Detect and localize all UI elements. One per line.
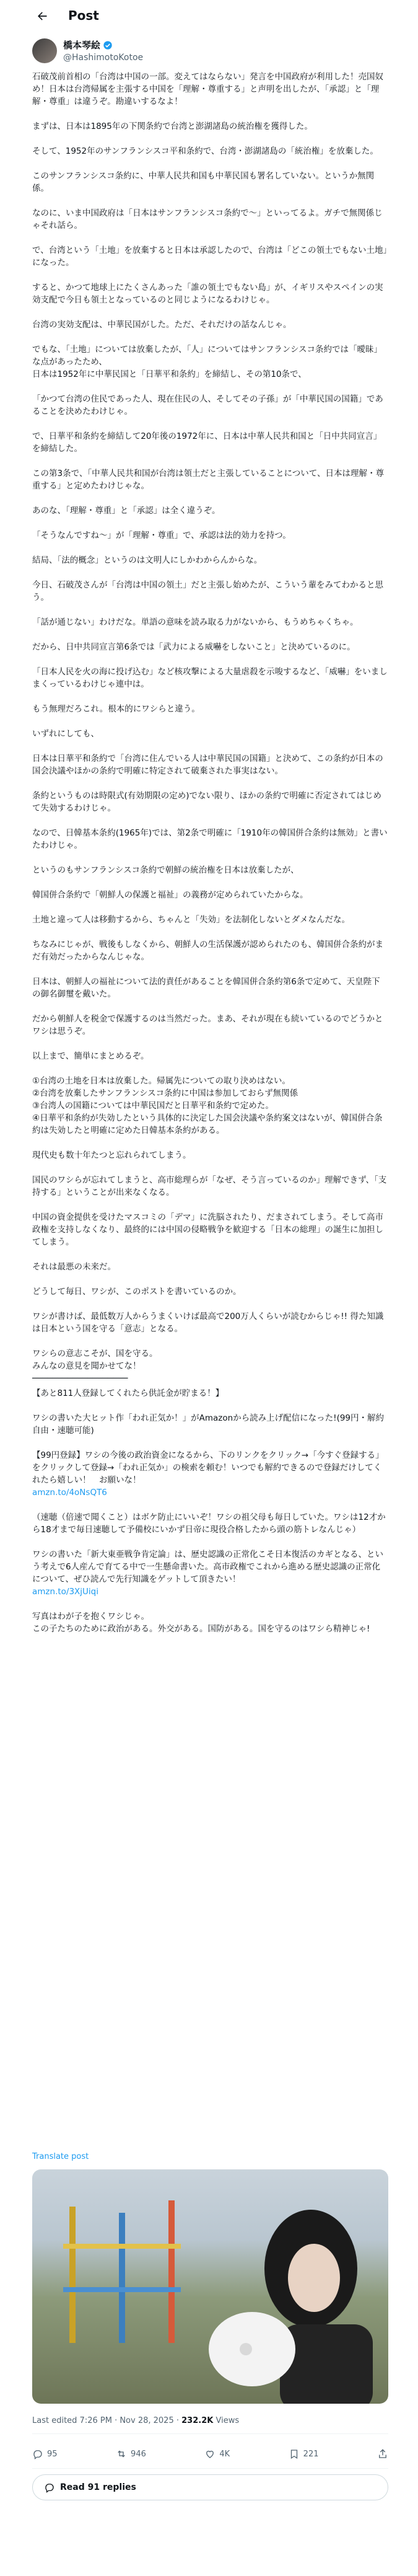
verified-badge-icon [103,40,113,50]
woman-holding-child-graphic [187,2194,388,2404]
amazon-link-2[interactable]: amzn.to/3XjUiqi [32,1587,98,1597]
post-paragraph: だから、日中共同宣言第6条では「武力による威嚇をしないこと」と決めているのに。 [32,642,355,652]
translate-post-link[interactable]: Translate post [32,2152,89,2161]
post-paragraph: というのもサンフランシスコ条約で朝鮮の統治権を日本は放棄したが、 [32,865,299,875]
post-paragraph: で、日華平和条約を締結して20年後の1972年に、日本は中華人民共和国と「日中共同宣言」を締結した。 [32,431,382,454]
reply-button[interactable] [32,2448,58,2459]
post-paragraph: 「話が通じない」わけだな。単語の意味を読み取る力がないから、もうめちゃくちゃ。 [32,617,359,627]
divider [32,2468,388,2469]
post-paragraph: ちなみにじゃが、戦後もしなくから、朝鮮人の生活保護が認められたのも、韓国併合条約がまだ有効だったからなんじゃな。 [32,940,383,962]
post-photo[interactable] [32,2169,388,2404]
post-paragraph: 石破茂前首相の「台湾は中国の一部。変えてはならない」発言を中国政府が利用した！売国奴め！日本は台湾帰属を主張する中国を「理解・尊重する」と声明を出したが、「承認」と「理解・尊重」は違うぞ。勘違いするなよ！ [32,72,383,107]
post-paragraph: なので、日韓基本条約(1965年)では、第2条で明確に「1910年の韓国併合条約は無効」と書いたわけじゃ。 [32,828,388,850]
post-paragraph: ワシの書いた「新大東亜戦争肯定論」は、歴史認識の正常化こそ日本復活のカギとなる、という考えで6人産んで育てる中で一生懸命書いた。高市政権でこれから進める歴史認識の正常化について、ぜひ読んで先行知識をゲットして頂きたい！ amzn.to/3XjUiqi [32,1550,383,1597]
post-paragraph: ワシらの意志こそが、国を守る。 みんなの意見を聞かせてな！ ─────────────────── [32,1349,158,1383]
post-paragraph: そして、1952年のサンフランシスコ平和条約で、台湾・澎湖諸島の「統治権」を放棄した。 [32,146,378,156]
post-paragraph: 土地と違って人は移動するから、ちゃんと「失効」を法制化しないとダメなんだな。 [32,915,350,925]
author-name[interactable]: 橋本琴絵 [63,40,101,51]
heart-icon [204,2448,216,2459]
share-icon [377,2448,388,2459]
post-paragraph: 中国の資金提供を受けたマスコミの「デマ」に洗脳されたり、だまされてしまう。そして高市政権を支持しなくなり、最終的には中国の侵略戦争を歓迎する「日本の総理」の誕生に加担してしまう。 [32,1212,383,1247]
post-paragraph: ワシが書けば、最低数万人からうまくいけば最高で200万人くらいが読むからじゃ!! 得た知識は日本という国を守る「意志」となる。 [32,1312,384,1334]
post-paragraph: 台湾の実効支配は、中華民国がした。ただ、それだけの話なんじゃ。 [32,320,292,330]
post-paragraph: もう無理だろこれ。根本的にワシらと違う。 [32,704,200,714]
divider [32,2433,388,2434]
repost-button[interactable] [116,2448,146,2459]
post-body [32,71,388,1635]
post-paragraph: だから朝鮮人を税金で保護するのは当然だった。まあ、それが現在も続いているのでどうかとワシは思うぞ。 [32,1014,383,1036]
post-paragraph: 【あと811人登録してくれたら供託金が貯まる！】 [32,1388,224,1398]
post-paragraph: 結局、「法的概念」というのは文明人にしかわからんからな。 [32,555,263,565]
like-button[interactable] [204,2448,230,2459]
post-paragraph: なのに、いま中国政府は「日本はサンフランシスコ条約で〜」といってるよ。ガチで無関係じゃそれ話ら。 [32,208,383,231]
action-bar [32,2440,388,2468]
post-paragraph: あのな、「理解・尊重」と「承認」は全く違うぞ。 [32,506,220,516]
views-label: Views [216,2416,240,2425]
post-paragraph: すると、かつて地球上にたくさんあった「誰の領土でもない島」が、イギリスやスペインの実効支配で今日も領土となっているのと同じようになるわけじゃ。 [32,283,383,305]
reply-icon [32,2448,43,2459]
post-paragraph: まずは、日本は1895年の下関条約で台湾と澎湖諸島の統治権を獲得した。 [32,121,313,131]
post-paragraph: 条約というものは時限式(有効期限の定め)でない限り、ほかの条約で明確に否定されてはじめて失効するわけじゃ。 [32,791,382,813]
post-paragraph: 「そうなんですね〜」が「理解・尊重」で、承認は法的効力を持つ。 [32,531,291,540]
post-paragraph: ワシの書いた大ヒット作「われ正気か！」がAmazonから読み上げ配信になった!(99円・解約自由・速聴可能) [32,1413,385,1436]
edited-timestamp[interactable]: Last edited 7:26 PM · Nov 28, 2025 [32,2416,174,2425]
repost-icon [116,2448,127,2459]
post-paragraph: この第3条で、「中華人民共和国が台湾は領土だと主張していることについて、日本は理解・尊重する」と定めたわけじゃな。 [32,469,385,491]
post-paragraph: 【99円登録】ワシの今後の政治資金になるから、下のリンクをクリック→「今すぐ登録する」をクリックして登録→「われ正気か」の検索を頼む！いつでも解約できるので登録だけしてくれたら嬉しい！ お願いな！ amzn.to/4oNsQT6 [32,1450,384,1498]
reply-icon [44,2482,55,2493]
author-block [32,38,143,63]
post-meta: Last edited 7:26 PM · Nov 28, 2025 · 232.2K Views [32,2416,240,2425]
top-bar [0,0,418,33]
read-replies-label: Read 91 replies [60,2482,136,2492]
post-paragraph: 日本は日華平和条約で「台湾に住んでいる人は中華民国の国籍」と決めて、この条約が日本の国会決議やほかの条約で明確に特定されて破棄された事実はない。 [32,754,383,776]
post-paragraph: 韓国併合条約で「朝鮮人の保護と福祉」の義務が定められていたからな。 [32,890,308,900]
page-title: Post [68,8,99,23]
repost-count: 946 [131,2449,146,2459]
post-paragraph: でもな、「土地」については放棄したが、「人」についてはサンフランシスコ条約では「曖昧」な点があったため、 日本は1952年に中華民国と「日華平和条約」を締結し、その第10条で、 [32,345,383,379]
author-handle[interactable]: @HashimotoKotoe [63,53,144,63]
post-paragraph: 以上まで、簡単にまとめるぞ。 [32,1051,149,1061]
post-paragraph: で、台湾という「土地」を放棄すると日本は承認したので、台湾は「どこの領土でもない土地」になった。 [32,245,388,268]
share-button[interactable] [377,2448,388,2459]
post-paragraph: （速聴（倍速で聞くこと）はボケ防止にいいぞ！ワシの祖父母も毎日していた。ワシは12才から18才まで毎日速聴して予備校にいかず日帝に現役合格したから頭の筋トレなんじゃ） [32,1512,386,1535]
views-count: 232.2K [181,2416,214,2425]
bookmark-icon [289,2448,300,2459]
post-paragraph: 日本は、朝鮮人の福祉について法的責任があることを韓国併合条約第6条で定めて、天皇陛下の御名御璽を戴いた。 [32,977,380,999]
bookmark-count: 221 [303,2449,319,2459]
post-paragraph: 国民のワシらが忘れてしまうと、高市総理らが「なぜ、そう言っているのか」理解できず、「支持する」ということが出来なくなる。 [32,1175,387,1198]
post-paragraph: ①台湾の土地を日本は放棄した。帰属先についての取り決めはない。 ②台湾を放棄したサンフランシスコ条約に中国は参加しておらず無関係 ③台湾人の国籍については中華民国だと日華平和条約で定めた。 ④日華平和条約が失効したという具体的に決定した国会決議や条約案文はないが、韓国併合条約は失効したと明確に定めた日韓基本条約がある。 [32,1076,383,1136]
post-paragraph: いずれにしても、 [32,729,99,739]
amazon-link-1[interactable]: amzn.to/4oNsQT6 [32,1488,107,1498]
post-paragraph: 現代史も数十年たつと忘れられてしまう。 [32,1150,191,1160]
post-paragraph: どうして毎日、ワシが、このポストを書いているのか。 [32,1287,242,1297]
bookmark-button[interactable] [289,2448,319,2459]
reply-count: 95 [47,2449,58,2459]
post-paragraph: このサンフランシスコ条約に、中華人民共和国も中華民国も署名していない。というか無関係。 [32,171,375,193]
avatar[interactable] [32,38,57,63]
post-paragraph: 「かつて台湾の住民であった人、現在住民の人、そしてその子孫」が「中華民国の国籍」であることを決めたわけじゃ。 [32,394,383,417]
like-count: 4K [219,2449,230,2459]
read-replies-button[interactable] [32,2474,388,2500]
post-paragraph: 今日、石破茂さんが「台湾は中国の領土」だと主張し始めたが、こういう輩をみてわかると思う。 [32,580,383,602]
post-paragraph: それは最悪の未来だ。 [32,1262,116,1272]
post-paragraph: 「日本人民を火の海に投げ込む」など核攻撃による大量虐殺を示唆するなど、「威嚇」をいましまくっているわけじゃ連中は。 [32,667,388,689]
back-arrow-icon[interactable] [36,10,50,24]
post-paragraph: 写真はわが子を抱くワシじゃ。 この子たちのために政治がある。外交がある。国防がある。国を守るのはワシら精神じゃ! [32,1612,370,1634]
